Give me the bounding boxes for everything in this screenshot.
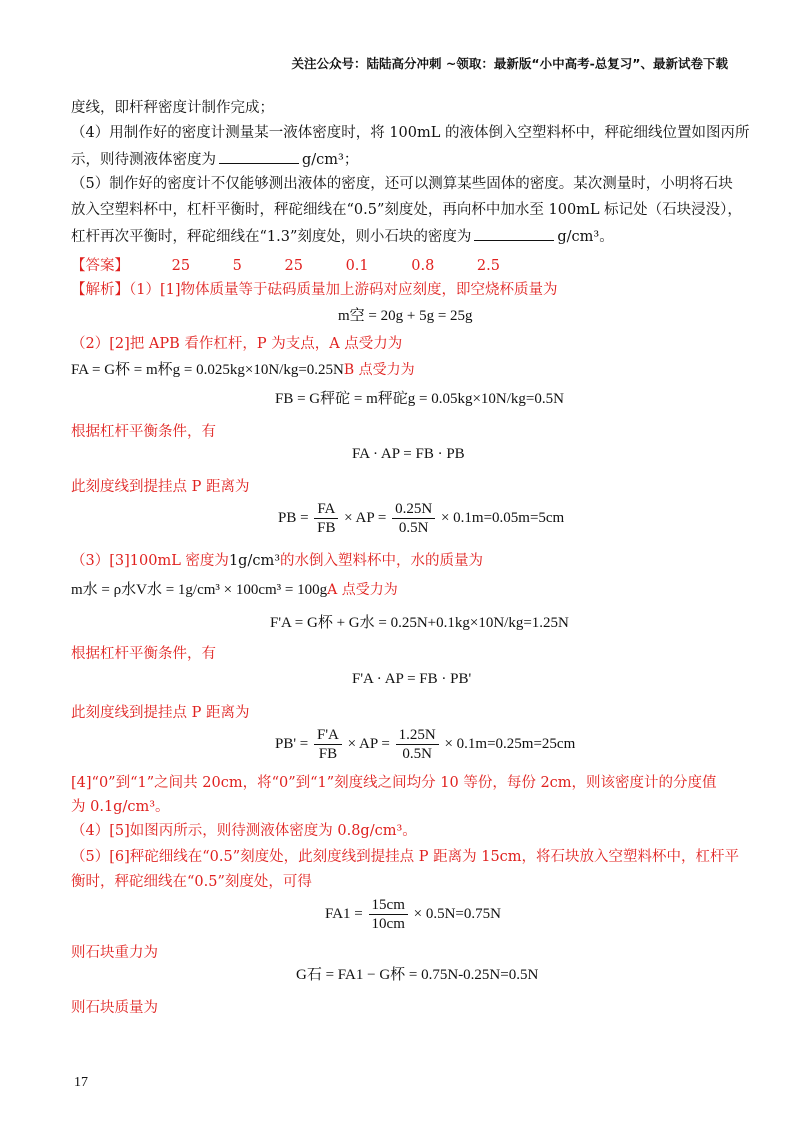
equation: F'A = G杯 + G水 = 0.25N+0.1kg×10N/kg=1.25N xyxy=(270,615,569,631)
question-line: 杠杆再次平衡时，秤砣细线在“1.3”刻度处，则小石块的密度为 g/cm³。 xyxy=(71,226,614,247)
answer-blank xyxy=(474,226,554,241)
analysis-line: 此刻度线到提挂点 P 距离为 xyxy=(71,479,250,495)
answer-value: 5 xyxy=(232,258,242,274)
equation: F'A · AP = FB · PB' xyxy=(352,671,472,687)
analysis-line: （2）[2]把 APB 看作杠杆，P 为支点，A 点受力为 xyxy=(71,336,403,352)
question-line: 示，则待测液体密度为 g/cm³； xyxy=(71,149,358,170)
fraction-equation: PB = $\frac{FA}{FB}$ × AP = $\frac{0.25N}{0.5N}$ × 0.1m=0.05m=5cm xyxy=(278,501,565,536)
analysis-line: 根据杠杆平衡条件，有 xyxy=(71,646,216,662)
analysis-line: 根据杠杆平衡条件，有 xyxy=(71,424,216,440)
question-line: 放入空塑料杯中，杠杆平衡时，秤砣细线在“0.5”刻度处，再向杯中加水至 100mL 标记处（石块浸没）， xyxy=(71,202,742,218)
equation: FA · AP = FB · PB xyxy=(352,446,465,462)
answer-value: 0.8 xyxy=(411,258,435,274)
page-header: 关注公众号：陆陆高分冲刺 ~领取：最新版“小中高考-总复习”、最新试卷下载 xyxy=(291,56,728,71)
analysis-line: 【解析】（1）[1]物体质量等于砝码质量加上游码对应刻度，即空烧杯质量为 xyxy=(71,282,558,298)
equation: m空 = 20g + 5g = 25g xyxy=(338,308,473,324)
analysis-line: （3）[3]100mL 密度为1g/cm³的水倒入塑料杯中，水的质量为 xyxy=(71,553,484,569)
analysis-line: [4]“0”到“1”之间共 20cm，将“0”到“1”刻度线之间均分 10 等份，每份 2cm，则该密度计的分度值 xyxy=(71,775,717,791)
analysis-line: 此刻度线到提挂点 P 距离为 xyxy=(71,705,250,721)
analysis-line: 衡时，秤砣细线在“0.5”刻度处，可得 xyxy=(71,874,312,890)
analysis-line: 则石块质量为 xyxy=(71,1000,158,1016)
equation-line: m水 = ρ水V水 = 1g/cm³ × 100cm³ = 100gA 点受力为 xyxy=(71,582,398,598)
question-line: （5）制作好的密度计不仅能够测出液体的密度，还可以测算某些固体的密度。某次测量时，小明将石块 xyxy=(71,176,733,192)
answer-line xyxy=(71,256,538,276)
answer-value: 2.5 xyxy=(476,258,500,274)
question-line: （4）用制作好的密度计测量某一液体密度时，将 100mL 的液体倒入空塑料杯中，秤砣细线位置如图丙所 xyxy=(71,125,750,141)
answer-value: 25 xyxy=(171,258,191,274)
equation: G石 = FA1 − G杯 = 0.75N-0.25N=0.5N xyxy=(296,967,539,983)
page-number: 17 xyxy=(74,1075,88,1090)
equation-line: FA = G杯 = m杯g = 0.025kg×10N/kg=0.25NB 点受力为 xyxy=(71,362,415,378)
answer-blank xyxy=(219,149,299,164)
analysis-line: （5）[6]秤砣细线在“0.5”刻度处，此刻度线到提挂点 P 距离为 15cm，将石块放入空塑料杯中，杠杆平 xyxy=(71,849,740,865)
answer-label: 【答案】 xyxy=(71,258,129,274)
fraction-equation: PB' = $\frac{F'A}{FB}$ × AP = $\frac{1.25N}{0.5N}$ × 0.1m=0.25m=25cm xyxy=(275,727,576,762)
answer-value: 25 xyxy=(284,258,303,274)
analysis-line: （4）[5]如图丙所示，则待测液体密度为 0.8g/cm³。 xyxy=(71,823,417,839)
question-line: 度线，即杆秤密度计制作完成； xyxy=(71,100,274,116)
answer-value: 0.1 xyxy=(345,258,369,274)
equation: FB = G秤砣 = m秤砣g = 0.05kg×10N/kg=0.5N xyxy=(275,391,564,407)
analysis-label: 【解析】 xyxy=(71,282,129,298)
analysis-line: 为 0.1g/cm³。 xyxy=(71,799,170,815)
analysis-line: 则石块重力为 xyxy=(71,945,158,961)
fraction-equation: FA1 = $\frac{15cm}{10cm}$ × 0.5N=0.75N xyxy=(325,897,501,932)
